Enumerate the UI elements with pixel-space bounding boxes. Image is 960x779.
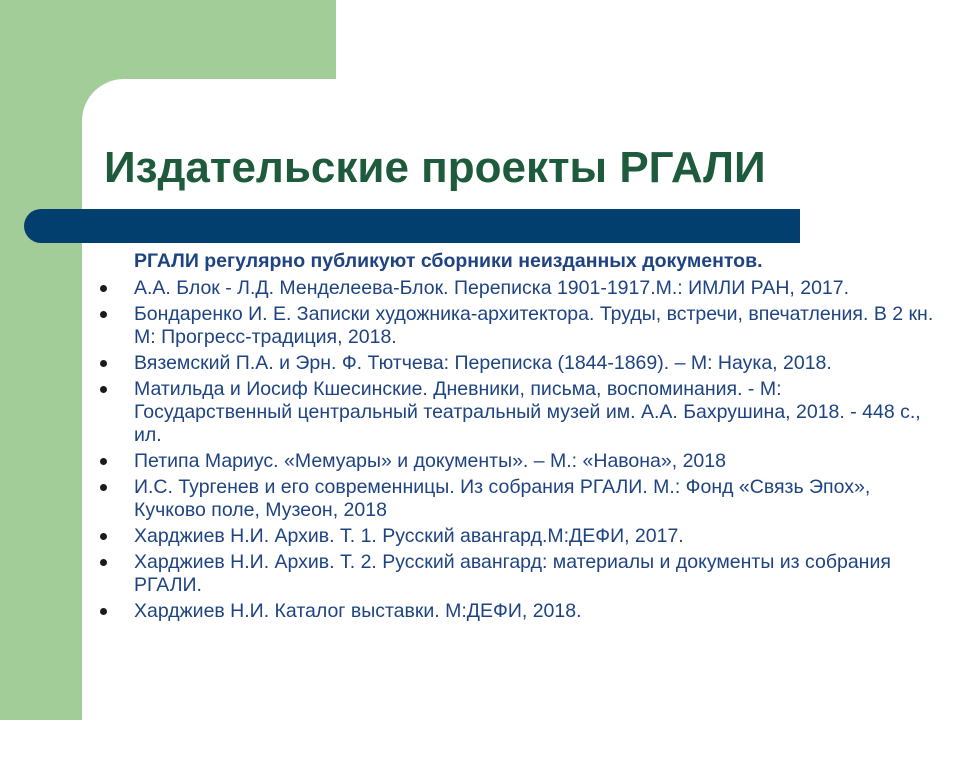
publication-list	[98, 277, 938, 623]
list-item-text: Вяземский П.А. и Эрн. Ф. Тютчева: Переписка (1844-1869). – М: Наука, 2018.	[134, 352, 832, 374]
bullet-icon	[100, 608, 107, 615]
list-item-text: Харджиев Н.И. Архив. Т. 1. Русский авангард.М:ДЕФИ, 2017.	[134, 525, 684, 547]
bullet-icon	[100, 386, 107, 393]
bullet-icon	[100, 458, 107, 465]
list-item-text: Петипа Мариус. «Мемуары» и документы». – М.: «Навона», 2018	[134, 450, 726, 472]
bullet-icon	[100, 285, 107, 292]
list-item	[98, 476, 938, 522]
list-item-text: И.С. Тургенев и его современницы. Из собрания РГАЛИ. М.: Фонд «Связь Эпох», Кучково поле, Музеон, 2018	[134, 476, 871, 521]
list-item-text: Матильда и Иосиф Кшесинские. Дневники, письма, воспоминания. - М: Государственный центральный театральный музей им. А.А. Бахрушина, 2018. - 448 с., ил.	[134, 378, 921, 446]
list-item	[98, 277, 938, 300]
bullet-icon	[100, 559, 107, 566]
list-item	[98, 525, 938, 548]
bullet-icon	[100, 360, 107, 367]
bullet-icon	[100, 311, 107, 318]
intro-text: РГАЛИ регулярно публикуют сборники неизданных документов.	[134, 250, 763, 272]
list-item	[98, 378, 938, 447]
list-item-text: А.А. Блок - Л.Д. Менделеева-Блок. Переписка 1901-1917.М.: ИМЛИ РАН, 2017.	[134, 277, 850, 299]
list-item	[98, 600, 938, 623]
list-item	[98, 450, 938, 473]
slide-content	[98, 250, 938, 626]
list-item	[98, 551, 938, 597]
slide-title: Издательские проекты РГАЛИ	[104, 143, 766, 192]
list-item	[98, 303, 938, 349]
bullet-icon	[100, 484, 107, 491]
list-item	[98, 352, 938, 375]
title-underline-bar	[24, 209, 800, 243]
list-item-text: Харджиев Н.И. Каталог выставки. М:ДЕФИ, 2018.	[134, 600, 582, 622]
bullet-icon	[100, 533, 107, 540]
list-item-text: Бондаренко И. Е. Записки художника-архитектора. Труды, встречи, впечатления. В 2 кн. М: Прогресс-традиция, 2018.	[134, 303, 934, 348]
list-item-text: Харджиев Н.И. Архив. Т. 2. Русский авангард: материалы и документы из собрания РГАЛИ.	[134, 551, 891, 596]
